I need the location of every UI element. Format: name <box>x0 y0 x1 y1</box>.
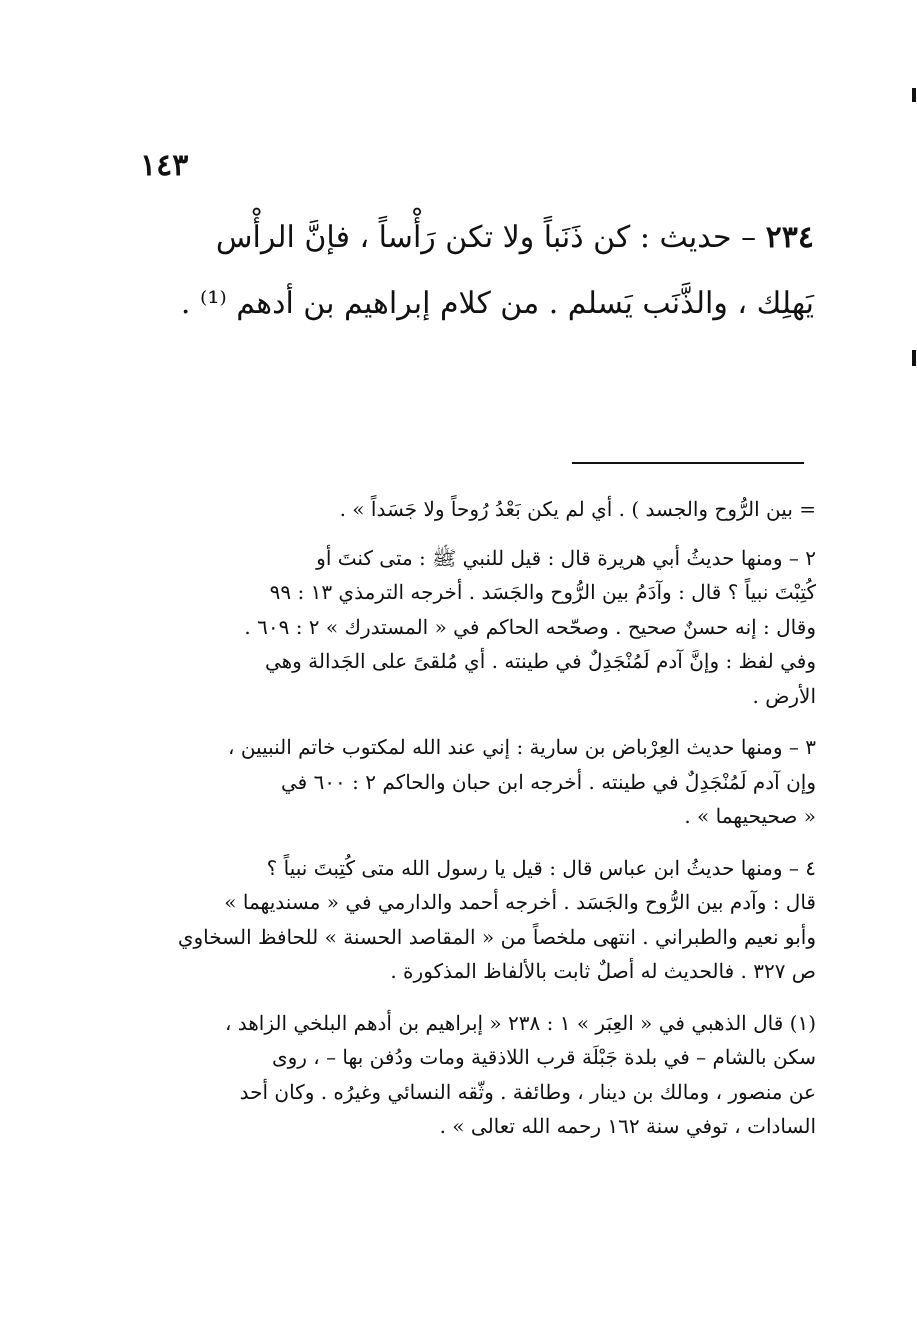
hadith-line-1: ٢٣٤ – حديث : كن ذَنَباً ولا تكن رَأْساً ، فإنَّ الرأْس <box>215 220 814 255</box>
footnote-line: كُتِبْتَ نبياً ؟ قال : وآدَمُ بين الرُّوح والجَسَد . أخرجه الترمذي ١٣ : ٩٩ <box>269 580 816 604</box>
footnote-line: عن منصور ، ومالك بن دينار ، وطائفة . وثّقه النسائي وغيرُه . وكان أحد <box>239 1079 816 1104</box>
footnotes <box>136 492 816 1161</box>
footnote-line: قال : وآدم بين الرُّوح والجَسَد . أخرجه أحمد والدارمي في « مسنديهما » <box>224 890 816 914</box>
footnote-line: السادات ، توفي سنة ١٦٢ رحمه الله تعالى » . <box>439 1114 816 1138</box>
footnote-line: ص ٣٢٧ . فالحديث له أصلٌ ثابت بالألفاظ المذكورة . <box>390 959 816 983</box>
footnote-line: وقال : إنه حسنٌ صحيح . وصحّحه الحاكم في « المستدرك » ٢ : ٦٠٩ . <box>244 614 816 639</box>
hadith-line-2: يَهلِك ، والذَّنَب يَسلم . من كلام إبراهيم بن أدهم ⁽¹⁾ . <box>180 286 814 321</box>
hadith-number: ٢٣٤ <box>765 220 814 255</box>
page-edge-mark-top <box>912 88 916 102</box>
footnote-line: (١) قال الذهبي في « العِبَر » ١ : ٢٣٨ « إبراهيم بن أدهم البلخي الزاهد ، <box>224 1010 816 1035</box>
footnote-line: = بين الرُّوح والجسد ) . أي لم يكن بَعْدُ رُوحاً ولا جَسَداً » . <box>339 497 816 521</box>
footnote-line: ٤ – ومنها حديثُ ابن عباس قال : قيل يا رسول الله متى كُتِبتَ نبياً ؟ <box>266 855 816 880</box>
footnote-1-ibrahim-ibn-adham <box>136 1006 816 1144</box>
footnote-line: الأرض . <box>752 683 816 708</box>
footnote-line: سكن بالشام – في بلدة جَبْلَة قرب اللاذقية ومات ودُفن بها – ، روى <box>271 1045 816 1069</box>
hadith-entry <box>134 205 814 337</box>
footnote-line: وأبو نعيم والطبراني . انتهى ملخصاً من « المقاصد الحسنة » للحافظ السخاوي <box>177 924 816 949</box>
footnote-continuation <box>136 492 816 527</box>
footnote-item-3 <box>136 730 816 834</box>
footnote-line: « صحيحيهما » . <box>684 804 816 828</box>
page-edge-mark-middle <box>912 350 916 366</box>
footnote-line: وفي لفظ : وإنَّ آدم لَمُنْجَدِلٌ في طينته . أي مُلقىً على الجَدالة وهي <box>264 649 816 673</box>
footnote-separator <box>572 462 804 464</box>
page-number: ١٤٣ <box>140 148 189 183</box>
footnote-line: ٣ – ومنها حديث العِرْباض بن سارية : إني عند الله لمكتوب خاتم النبيين ، <box>228 735 816 759</box>
footnote-item-2 <box>136 541 816 714</box>
footnote-line: وإن آدم لَمُنْجَدِلٌ في طينته . أخرجه ابن حبان والحاكم ٢ : ٦٠٠ في <box>280 769 816 794</box>
footnote-line: ٢ – ومنها حديثُ أبي هريرة قال : قيل للنبي ﷺ : متى كنتَ أو <box>316 545 816 570</box>
footnote-item-4 <box>136 851 816 989</box>
